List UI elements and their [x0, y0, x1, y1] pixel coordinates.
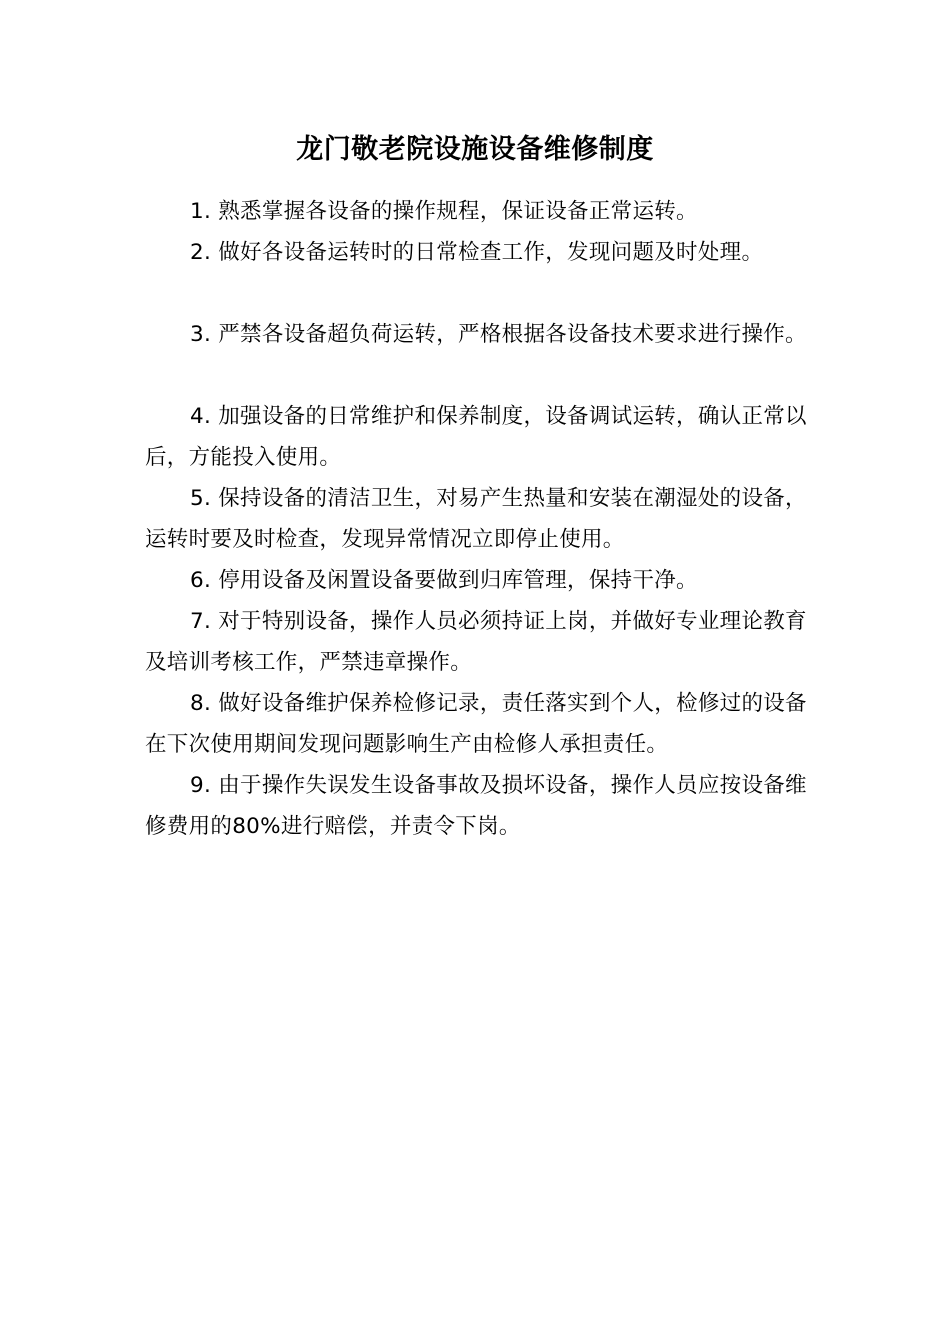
document-title: 龙门敬老院设施设备维修制度	[296, 134, 654, 165]
regulation-item-6: 6. 停用设备及闲置设备要做到归库管理，保持干净。	[190, 568, 698, 593]
regulation-item-2: 2. 做好各设备运转时的日常检查工作，发现问题及时处理。	[190, 240, 764, 265]
regulation-item-7: 7. 对于特别设备，操作人员必须持证上岗，并做好专业理论教育及培训考核工作，严禁违章操作。	[145, 609, 807, 675]
regulation-item-1: 1. 熟悉掌握各设备的操作规程，保证设备正常运转。	[190, 199, 698, 224]
regulation-item-3: 3. 严禁各设备超负荷运转，严格根据各设备技术要求进行操作。	[190, 322, 807, 347]
regulation-item-4: 4. 加强设备的日常维护和保养制度，设备调试运转，确认正常以后，方能投入使用。	[145, 404, 807, 470]
regulation-item-9: 9. 由于操作失误发生设备事故及损坏设备，操作人员应按设备维修费用的80%进行赔偿，并责令下岗。	[145, 773, 807, 839]
regulation-item-5: 5. 保持设备的清洁卫生，对易产生热量和安装在潮湿处的设备，运转时要及时检查，发现异常情况立即停止使用。	[145, 486, 807, 552]
regulation-item-8: 8. 做好设备维护保养检修记录，责任落实到个人，检修过的设备在下次使用期间发现问题影响生产由检修人承担责任。	[145, 691, 807, 757]
